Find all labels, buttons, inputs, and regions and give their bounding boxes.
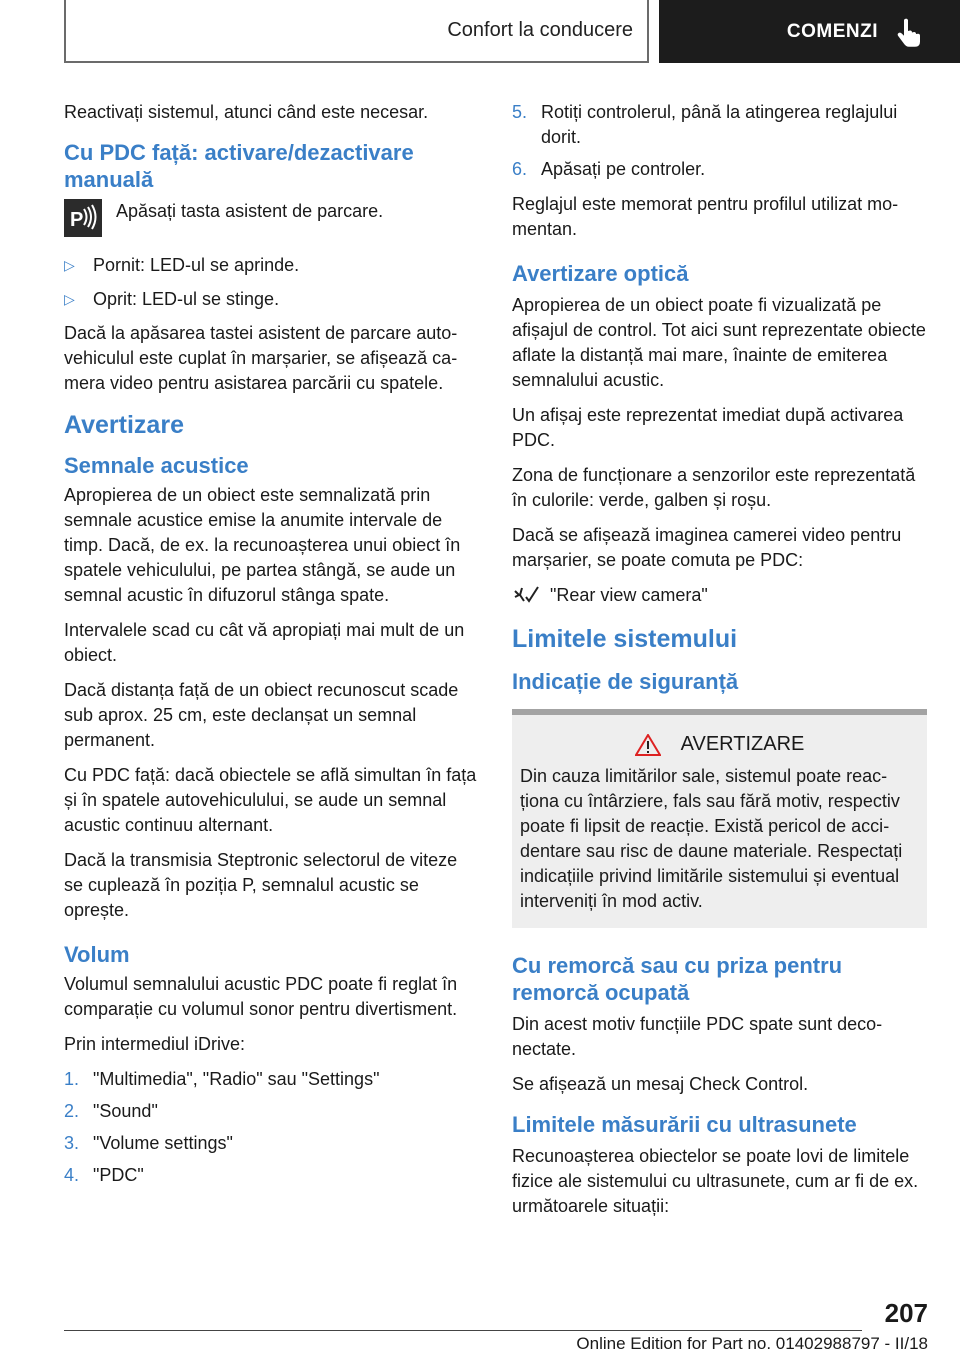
paragraph: Prin intermediul iDrive:: [64, 1034, 246, 1054]
right-column: [512, 100, 927, 1229]
paragraph: Dacă la apăsarea tastei asistent de parcare autovehiculul este cuplat în marșarier, se afișează camera video pentru asistarea parcării cu spatele.: [64, 323, 458, 393]
paragraph: Apropierea de un obiect poate fi vizualizată pe afișajul de control. Tot aici sunt reprezentate obiecte aflate la distanță mai mare, înainte de emiterea semnalului acustic.: [512, 295, 926, 390]
hand-pointer-icon: [896, 17, 922, 47]
heading-limitele-sistemului: Limitele sistemului: [512, 625, 738, 653]
paragraph: Volumul semnalului acustic PDC poate fi reglat în comparație cu volumul sonor pentru divertisment.: [64, 974, 458, 1019]
paragraph: Cu PDC față: dacă obiectele se află simultan în fața și în spatele autovehiculului, se aude un semnal acustic continuu alternant.: [64, 765, 477, 835]
idrive-steps-list: [64, 1067, 479, 1188]
paragraph: Dacă distanța față de un obiect recunoscut scade sub aprox. 25 cm, este declanșat un semnal permanent.: [64, 680, 459, 750]
pdc-button-line: [64, 199, 479, 237]
svg-text:P: P: [70, 209, 84, 231]
warning-box: [512, 709, 927, 928]
triangle-bullet-icon: ▷: [64, 257, 75, 273]
paragraph: Intervalele scad cu cât vă apropiați mai mult de un obiect.: [64, 620, 465, 665]
paragraph: Se afișează un mesaj Check Control.: [512, 1074, 809, 1094]
camera-button-line: [512, 583, 927, 608]
list-item: ▷ Pornit: LED-ul se aprinde.: [64, 253, 479, 278]
heading-volum: Volum: [64, 942, 130, 967]
pdc-button-text: Apăsați tasta asistent de parcare.: [116, 201, 384, 221]
heading-cu-remorca: Cu remorcă sau cu priza pentru remorcă ocupată: [512, 953, 843, 1005]
paragraph: Un afișaj este reprezentat imediat după activarea PDC.: [512, 405, 904, 450]
list-item: 4. "PDC": [64, 1165, 144, 1185]
heading-avertizare-optica: Avertizare optică: [512, 261, 689, 286]
list-item: ▷ Oprit: LED-ul se stinge.: [64, 287, 479, 312]
edition-info: Online Edition for Part no. 01402988797 - II/18: [576, 1334, 928, 1353]
list-item: 2. "Sound": [64, 1101, 158, 1121]
list-item: 6. Apăsați pe controler.: [512, 159, 706, 179]
chapter-tab: [659, 0, 960, 63]
list-item: 1. "Multimedia", "Radio" sau "Settings": [64, 1069, 380, 1089]
left-column: [64, 100, 479, 1198]
parking-assist-button-icon: [64, 199, 102, 237]
heading-semnale-acustice: Semnale acustice: [64, 453, 249, 478]
paragraph: Zona de funcționare a senzorilor este reprezentată în culorile: verde, galben și roșu.: [512, 465, 916, 510]
chapter-title: COMENZI: [786, 20, 878, 42]
heading-indicatie-siguranta: Indicație de siguranță: [512, 669, 739, 694]
list-item: 5. Rotiți controlerul, până la atingerea reglajului dorit.: [512, 102, 898, 147]
page-header: [0, 0, 960, 68]
led-status-list: [64, 253, 479, 312]
rear-view-camera-icon: [512, 583, 542, 607]
warning-header: [520, 733, 919, 756]
section-title: Confort la conducere: [447, 19, 633, 41]
heading-limitele-ultrasunete: Limitele măsurării cu ultrasunete: [512, 1112, 857, 1137]
warning-text: Din cauza limitărilor sale, sistemul poate reacționa cu întârziere, fals sau fără motiv, respectiv poate fi lipsit de reacție. Există pericol de accidentare sau risc de daune materiale. Respectați indicațiile privind limitările sistemului și eventual interveniți în mod activ.: [520, 766, 903, 911]
camera-button-text: "Rear view camera": [550, 585, 708, 605]
paragraph: Din acest motiv funcțiile PDC spate sunt deconectate.: [512, 1014, 883, 1059]
paragraph: Reglajul este memorat pentru profilul utilizat momentan.: [512, 194, 899, 239]
triangle-bullet-icon: ▷: [64, 291, 75, 307]
paragraph: Recunoașterea obiectelor se poate lovi de limitele fizice ale sistemului cu ultrasunete, cum ar fi de ex. următoarele situații:: [512, 1146, 919, 1216]
warning-triangle-icon: [635, 734, 661, 756]
paragraph: Apropierea de un obiect este semnalizată prin semnale acustice emise la anumite intervale de timp. Dacă, de ex. la recunoașterea unui obiect în spatele vehiculului, pe partea stângă, se aude un semnal acustic în difuzorul stânga spate.: [64, 485, 461, 605]
paragraph: Dacă se afișează imaginea camerei video pentru marșarier, se poate comuta pe PDC:: [512, 525, 902, 570]
paragraph: Dacă la transmisia Steptronic selectorul de viteze se cuplează în poziția P, semnalul acustic se oprește.: [64, 850, 458, 920]
heading-avertizare: Avertizare: [64, 411, 184, 439]
section-tab: [64, 0, 649, 63]
page-number: 207: [884, 1298, 928, 1328]
heading-pdc-front: Cu PDC față: activare/dezactivare manuală: [64, 140, 414, 192]
footer-divider: [64, 1330, 862, 1331]
warning-title: AVERTIZARE: [680, 733, 805, 755]
list-item: 3. "Volume settings": [64, 1133, 233, 1153]
paragraph: Reactivați sistemul, atunci când este necesar.: [64, 102, 429, 122]
idrive-steps-continued: [512, 100, 927, 182]
